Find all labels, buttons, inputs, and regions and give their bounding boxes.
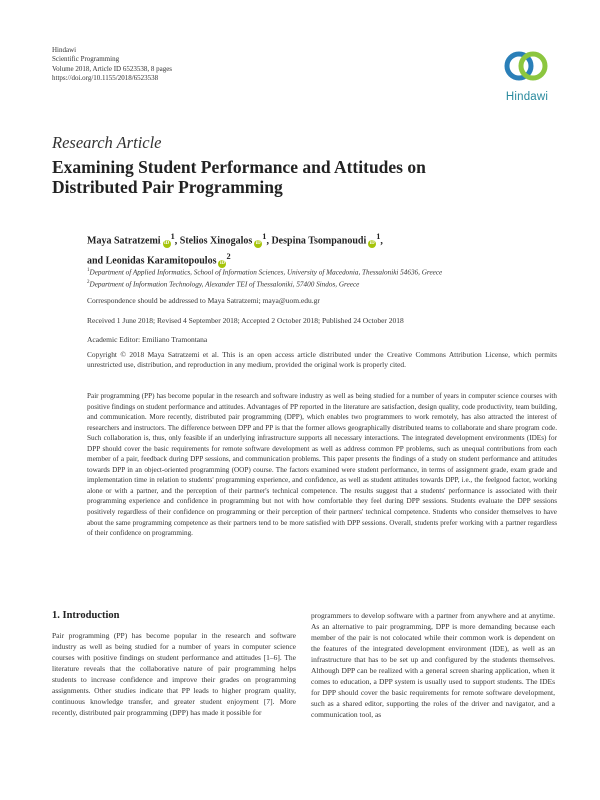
section-heading: 1. Introduction — [52, 610, 120, 621]
author[interactable]: and Leonidas Karamitopoulos — [87, 255, 217, 267]
orcid-icon[interactable]: iD — [164, 241, 170, 247]
author[interactable]: Despina Tsompanoudi — [271, 235, 367, 247]
journal-metadata — [52, 46, 172, 83]
body-column-right: programmers to develop software with a partner from anywhere and at anytime. As an alternative to pair programming, DPP is more demanding because each member of the pair is not colocated while their common work is dependent on the features of the integrated development environment (IDE), as well as an infrastructure that has to be set up and configured by the students themselves. Although DPP can be realized with a general screen sharing application, when it comes to education, a DPP system is usually used to support students. The IDEs for DPP should cover the basic requirements for remote software development, such as a shared editor, supporting the roles of the driver and navigator, and a communication tool, as — [311, 611, 555, 720]
orcid-icon[interactable]: iD — [255, 241, 261, 247]
volume-line: Volume 2018, Article ID 6523538, 8 pages — [52, 64, 173, 73]
orcid-icon[interactable]: iD — [219, 261, 225, 267]
logo-wordmark: Hindawi — [505, 91, 549, 103]
author[interactable]: Stelios Xinogalos — [179, 235, 253, 247]
academic-editor: Academic Editor: Emiliano Tramontana — [87, 335, 208, 344]
affiliation: $^2$Department of Information Technology, Alexander TEI of Thessaloniki, 57400 Sindos, Greece — [87, 279, 360, 289]
article-type: Research Article — [52, 133, 162, 152]
correspondence: Correspondence should be addressed to Maya Satratzemi; maya@uom.edu.gr — [87, 296, 320, 305]
article-title: Examining Student Performance and Attitudes on Distributed Pair Programming — [52, 157, 426, 197]
affiliation: $^1$Department of Applied Informatics, School of Information Sciences, University of Macedonia, Thessaloniki 54636, Greece — [87, 268, 443, 277]
publisher-name: Hindawi — [52, 46, 77, 54]
journal-name: Scientific Programming — [52, 55, 120, 64]
author[interactable]: Maya Satratzemi — [87, 235, 161, 247]
abstract: Pair programming (PP) has become popular in the research and software industry as well as being studied for a number of years in computer science courses with positive findings on student performance and attitudes. Advantages of PP reported in the literature are satisfaction, design quality, code productivity, team building, and communication. More recently, distributed pair programming (DPP), which enables two programmers to work remotely, has also attracted the interest of researchers and instructors. The difference between DPP and PP is that the former allows geographically distributed teams to collaborate and share program code. Such collaboration is, thus, only feasible if an underlying infrastructure supports all necessary interactions. The integrated development environments (IDEs) for DPP should cover the basic requirements for remote software development as well as address common PP problems, such as unequal contributions from each member of a pair, feedback during DPP sessions, and communication problems. This paper presents the findings of a study on student performance and attitudes towards DPP in an object-oriented programming (OOP) course. The factors examined were student performance, in terms of assignment grade, exam grade and implementation time in relation to students' programming experience, and confidence, as well as student attitudes towards DPP, i.e., the feelgood factor, working alone or with a partner, and the perception of their partner's technical competence. The results suggest that a students' performance is associated with their programming experience and confidence in programming but not with how comfortable they feel during DPP sessions. Students evaluate the DPP sessions positively regardless of their confidence on programming or their perception of their partners' technical competence. Students who consider themselves to have about the same programming competence as their partners tend to be more satisfied with DPP sessions. Overall, students prefer working with a partner regardless of their confidence on programming. — [87, 392, 557, 538]
author-list: Maya Satratzemi $iD^1$, Stelios Xinogalos $iD^1$, Despina Tsompanoudi $iD^1$, and Leonidas Karamitopoulos $iD^2$ — [87, 232, 383, 267]
copyright-notice: Copyright © 2018 Maya Satratzemi et al. This is an open access article distributed under the Creative Commons Attribution License, which permits unrestricted use, distribution, and reproduction in any medium, provided the original work is properly cited. — [87, 350, 557, 370]
publication-dates: Received 1 June 2018; Revised 4 September 2018; Accepted 2 October 2018; Published 24 October 2018 — [87, 316, 404, 325]
orcid-icon[interactable]: iD — [369, 241, 375, 247]
body-column-left: Pair programming (PP) has become popular in the research and software industry as well as being studied for a number of years in computer science courses with positive findings on student performance and attitudes [1–6]. The literature reveals that the collaborative nature of pair programming helps students to increase confidence and improve their grades on programming assignments. Other studies indicate that PP leads to higher program quality, continuous knowledge transfer, and greater student enjoyment [7]. More recently, distributed pair programming (DPP) has made it possible for — [52, 631, 296, 718]
doi-link[interactable]: https://doi.org/10.1155/2018/6523538 — [52, 73, 159, 82]
affiliations — [87, 266, 557, 290]
